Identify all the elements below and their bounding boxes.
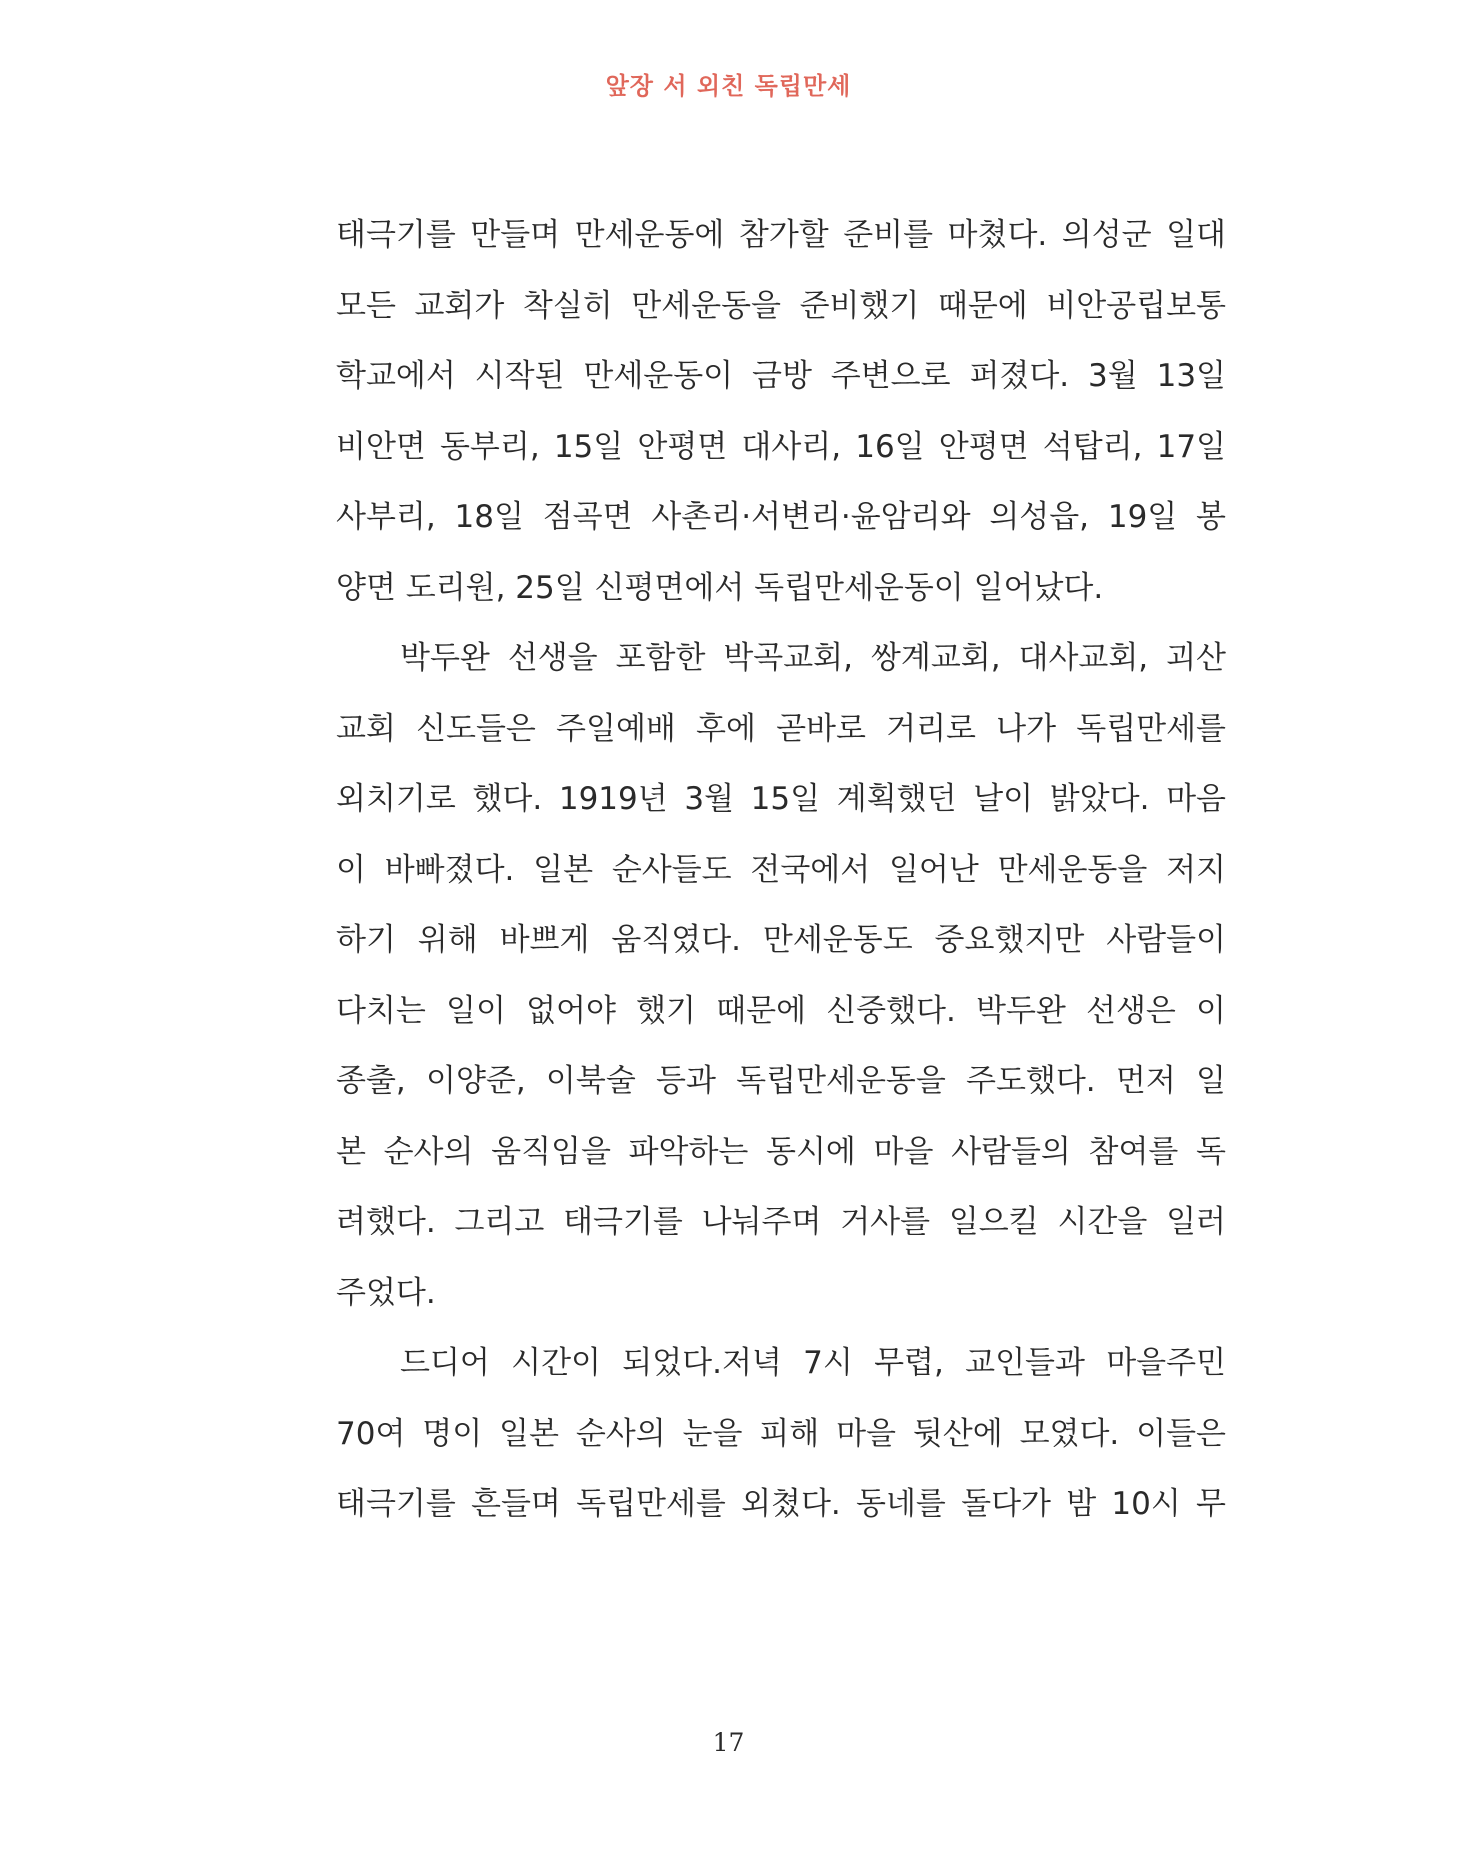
- text-line: 모든 교회가 착실히 만세운동을 준비했기 때문에 비안공립보통: [336, 287, 1226, 324]
- text-line: 하기 위해 바쁘게 움직였다. 만세운동도 중요했지만 사람들이: [336, 922, 1226, 958]
- text-line: 학교에서 시작된 만세운동이 금방 주변으로 퍼졌다. 3월 13일: [336, 358, 1226, 394]
- text-line: 비안면 동부리, 15일 안평면 대사리, 16일 안평면 석탑리, 17일: [336, 428, 1226, 465]
- text-line: 태극기를 흔들며 독립만세를 외쳤다. 동네를 돌다가 밤 10시 무: [336, 1486, 1226, 1522]
- text-line: 드디어 시간이 되었다.저녁 7시 무렵, 교인들과 마을주민: [400, 1345, 1226, 1381]
- text-line: 주었다.: [336, 1274, 436, 1311]
- text-line: 양면 도리원, 25일 신평면에서 독립만세운동이 일어났다.: [336, 569, 1104, 606]
- text-line: 교회 신도들은 주일예배 후에 곧바로 거리로 나가 독립만세를: [336, 710, 1226, 747]
- body-text: [336, 200, 1226, 1540]
- text-line: 이 바빠졌다. 일본 순사들도 전국에서 일어난 만세운동을 저지: [336, 851, 1226, 888]
- page-number: 17: [712, 1728, 745, 1757]
- text-line: 종출, 이양준, 이북술 등과 독립만세운동을 주도했다. 먼저 일: [336, 1063, 1226, 1099]
- text-line: 본 순사의 움직임을 파악하는 동시에 마을 사람들의 참여를 독: [336, 1133, 1226, 1170]
- text-line: 사부리, 18일 점곡면 사촌리·서변리·윤암리와 의성읍, 19일 봉: [336, 499, 1226, 535]
- text-line: 태극기를 만들며 만세운동에 참가할 준비를 마쳤다. 의성군 일대: [336, 217, 1226, 253]
- text-line: 70여 명이 일본 순사의 눈을 피해 마을 뒷산에 모였다. 이들은: [336, 1415, 1226, 1452]
- text-line: 박두완 선생을 포함한 박곡교회, 쌍계교회, 대사교회, 괴산: [400, 640, 1226, 676]
- running-header-title: 앞장 서 외친 독립만세: [605, 71, 852, 100]
- text-line: 려했다. 그리고 태극기를 나눠주며 거사를 일으킬 시간을 일러: [336, 1204, 1226, 1240]
- text-line: 외치기로 했다. 1919년 3월 15일 계획했던 날이 밝았다. 마음: [336, 781, 1226, 817]
- text-line: 다치는 일이 없어야 했기 때문에 신중했다. 박두완 선생은 이: [336, 992, 1226, 1029]
